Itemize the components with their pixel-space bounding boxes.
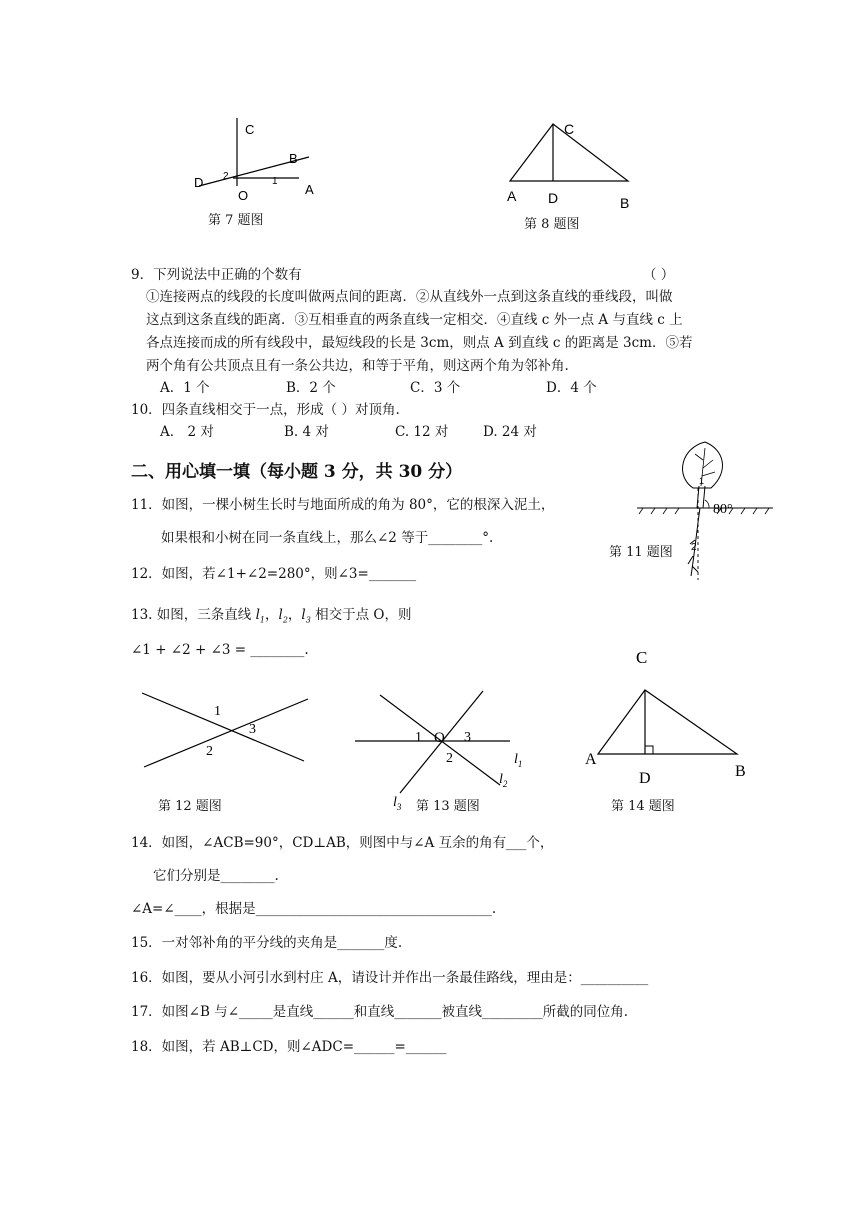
q11-line-1: 11．如图，一棵小树生长时与地面所成的角为 80°，它的根深入泥土， bbox=[131, 497, 555, 513]
fig13-label-l3: $l_3$ bbox=[393, 795, 402, 812]
fig14-caption: 第 14 题图 bbox=[611, 799, 675, 814]
fig12-label-2: 2 bbox=[206, 744, 213, 759]
fig13-caption: 第 13 题图 bbox=[416, 799, 480, 814]
fig11-label-2: 2 bbox=[691, 542, 697, 553]
q9-line-1: ①连接两点的线段的长度叫做两点间的距离．②从直线外一点到这条直线的垂线段，叫做 bbox=[146, 289, 673, 305]
fig13-label-1: 1 bbox=[415, 730, 422, 745]
fig7-label-2: 2 bbox=[223, 171, 229, 182]
q10-option-a: A． 2 对 bbox=[160, 424, 214, 440]
fig12-label-3: 3 bbox=[249, 722, 256, 737]
section-heading: 二、用心填一填（每小题 3 分，共 30 分） bbox=[131, 462, 463, 482]
figure-7 bbox=[185, 110, 335, 210]
q9-option-b: B．2 个 bbox=[286, 380, 336, 396]
fig7-label-1: 1 bbox=[272, 176, 278, 187]
q9-line-2: 这点到这条直线的距离．③互相垂直的两条直线一定相交．④直线 c 外一点 A 与直线 c 上 bbox=[146, 312, 683, 328]
q14-line-2: 它们分别是________. bbox=[153, 868, 279, 884]
q9-stem: 9．下列说法中正确的个数有 bbox=[131, 267, 302, 283]
q13-l1: $l_1$ bbox=[255, 607, 265, 625]
q10-option-d: D. 24 对 bbox=[483, 424, 537, 440]
q11-line-2: 如果根和小树在同一条直线上，那么∠2 等于________°. bbox=[161, 530, 494, 546]
q9-answer-paren: （ ） bbox=[643, 267, 675, 283]
fig14-label-D: D bbox=[639, 770, 651, 787]
fig8-label-B: B bbox=[620, 195, 630, 211]
q10-option-b: B. 4 对 bbox=[284, 424, 329, 440]
fig7-label-A: A bbox=[305, 182, 314, 197]
q9-option-d: D．4 个 bbox=[546, 380, 597, 396]
fig14-label-A: A bbox=[585, 751, 597, 768]
fig13-label-3: 3 bbox=[464, 730, 471, 745]
figure-12 bbox=[138, 685, 318, 785]
figure-14 bbox=[578, 640, 778, 790]
fig13-label-2: 2 bbox=[446, 751, 453, 766]
q12-text: 12．如图，若∠1+∠2=280°，则∠3=_______ bbox=[131, 566, 417, 582]
q10-stem: 10．四条直线相交于一点，形成（ ）对顶角. bbox=[131, 402, 400, 418]
figure-8 bbox=[500, 113, 650, 213]
fig8-label-A: A bbox=[507, 188, 517, 204]
fig8-label-C: C bbox=[564, 121, 575, 137]
q10-option-c: C. 12 对 bbox=[395, 424, 449, 440]
fig11-caption: 第 11 题图 bbox=[609, 545, 673, 560]
fig7-label-C: C bbox=[245, 122, 255, 137]
q16-text: 16．如图，要从小河引水到村庄 A，请设计并作出一条最佳路线，理由是：__________ bbox=[131, 970, 649, 986]
fig14-label-B: B bbox=[735, 763, 746, 780]
q13-prefix: 13. 如图，三条直线 bbox=[131, 607, 252, 623]
q9-option-a: A．1 个 bbox=[160, 380, 210, 396]
q13-l3: $l_3$ bbox=[301, 607, 311, 625]
fig7-caption: 第 7 题图 bbox=[208, 213, 264, 228]
fig12-caption: 第 12 题图 bbox=[158, 799, 222, 814]
fig14-label-C: C bbox=[636, 648, 648, 667]
q14-line-3: ∠A=∠____，根据是___________________________________. bbox=[131, 901, 497, 917]
q9-line-4: 两个角有公共顶点且有一条公共边，和等于平角，则这两个角为邻补角. bbox=[146, 358, 569, 374]
q15-text: 15．一对邻补角的平分线的夹角是_______度. bbox=[131, 935, 403, 951]
q9-option-c: C．3 个 bbox=[410, 380, 461, 396]
fig13-label-l1: $l_1$ bbox=[514, 752, 523, 769]
q18-text: 18．如图，若 AB⊥CD，则∠ADC=______=______ bbox=[131, 1039, 447, 1055]
q13-mid: 相交于点 O，则 bbox=[315, 607, 412, 623]
fig11-label-1: 1 bbox=[699, 476, 705, 486]
fig8-caption: 第 8 题图 bbox=[524, 217, 580, 232]
q14-line-1: 14．如图，∠ACB=90°，CD⊥AB，则图中与∠A 互余的角有___个， bbox=[131, 835, 554, 851]
fig8-label-D: D bbox=[548, 190, 559, 206]
q13-line-2: ∠1 + ∠2 + ∠3 = ________. bbox=[131, 642, 309, 658]
q17-text: 17．如图∠B 与∠_____是直线______和直线_______被直线_________所截的同位角. bbox=[131, 1004, 629, 1020]
q9-line-3: 各点连接而成的所有线段中，最短线段的长是 3cm，则点 A 到直线 c 的距离是 3cm．⑤若 bbox=[146, 335, 693, 351]
q13-line-1: 13. 如图，三条直线 $l_1$，$l_2$，$l_3$ 相交于点 O，则 bbox=[131, 607, 412, 625]
fig12-label-1: 1 bbox=[214, 704, 221, 719]
fig7-label-D: D bbox=[194, 175, 204, 190]
figure-11-tree bbox=[635, 438, 775, 583]
fig13-label-l2: $l_2$ bbox=[499, 772, 508, 789]
fig13-label-O: O bbox=[434, 730, 445, 746]
fig11-angle-80: 80° bbox=[713, 502, 733, 517]
fig7-label-B: B bbox=[289, 151, 298, 166]
fig7-label-O: O bbox=[238, 188, 249, 203]
q13-l2: $l_2$ bbox=[278, 607, 288, 625]
